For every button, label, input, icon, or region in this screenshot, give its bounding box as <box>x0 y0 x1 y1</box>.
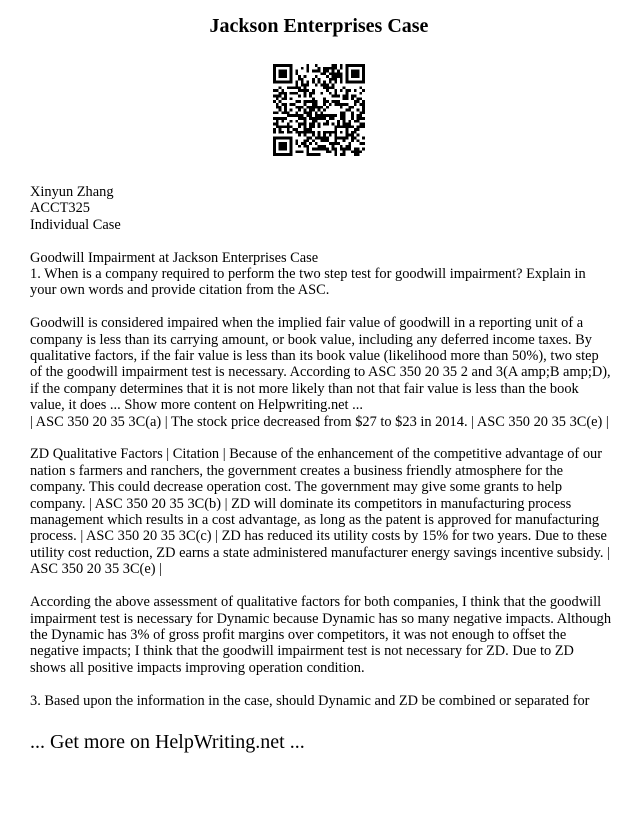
document-body <box>30 184 612 709</box>
assignment-type: Individual Case <box>30 216 121 233</box>
question-3: 3. Based upon the information in the case, should Dynamic and ZD be combined or separated for <box>30 692 590 709</box>
case-subtitle: Goodwill Impairment at Jackson Enterprises Case <box>30 249 319 266</box>
get-more-link[interactable]: ... Get more on HelpWriting.net ... <box>30 731 305 753</box>
paragraph-3: According the above assessment of qualitative factors for both companies, I think that the goodwill impairment test is necessary for Dynamic because Dynamic has so many negative impacts. Although the Dynamic has 3% of gross profit margins over competitors, it was not enough to offset the negative impacts; I think that the goodwill impairment test is not necessary for ZD. Due to ZD shows all positive impacts improving operation condition. <box>30 594 612 676</box>
paragraph-2: ZD Qualitative Factors | Citation | Because of the enhancement of the competitive advantage of our nation s farmers and ranchers, the government creates a business friendly atmosphere for the company. This could decrease operation cost. The government may give some grants to help company. | ASC 350 20 35 3C(b) | ZD will dominate its competitors in manufacturing process management which results in a cost advantage, as long as the patent is approved for manufacturing process. | ASC 350 20 35 3C(c) | ZD has reduced its utility costs by 15% for two years. Due to these utility cost reduction, ZD earns a state administered manufacturer energy savings incentive subsidy. | ASC 350 20 35 3C(e) | <box>30 446 610 578</box>
question-1: 1. When is a company required to perform the two step test for goodwill impairment? Explain in your own words and provide citation from the ASC. <box>30 266 586 299</box>
qr-code-icon[interactable] <box>273 64 365 156</box>
paragraph-1-table-row: | ASC 350 20 35 3C(a) | The stock price decreased from $27 to $23 in 2014. | ASC 350 20 35 3C(e) | <box>30 413 609 430</box>
paragraph-1: Goodwill is considered impaired when the implied fair value of goodwill in a reporting unit of a company is less than its carrying amount, or book value, including any deferred income taxes. By qualitative factors, if the fair value is less than its book value (likelihood more than 50%), two step of the goodwill impairment test is necessary. According to ASC 350 20 35 2 and 3(A amp;B amp;D), if the company determines that it is not more likely than not that fair value is less than the book value, it does ... Show more content on Helpwriting.net ... <box>30 315 611 414</box>
course-code: ACCT325 <box>30 200 90 217</box>
document-title: Jackson Enterprises Case <box>209 15 429 37</box>
author-name: Xinyun Zhang <box>30 184 114 200</box>
